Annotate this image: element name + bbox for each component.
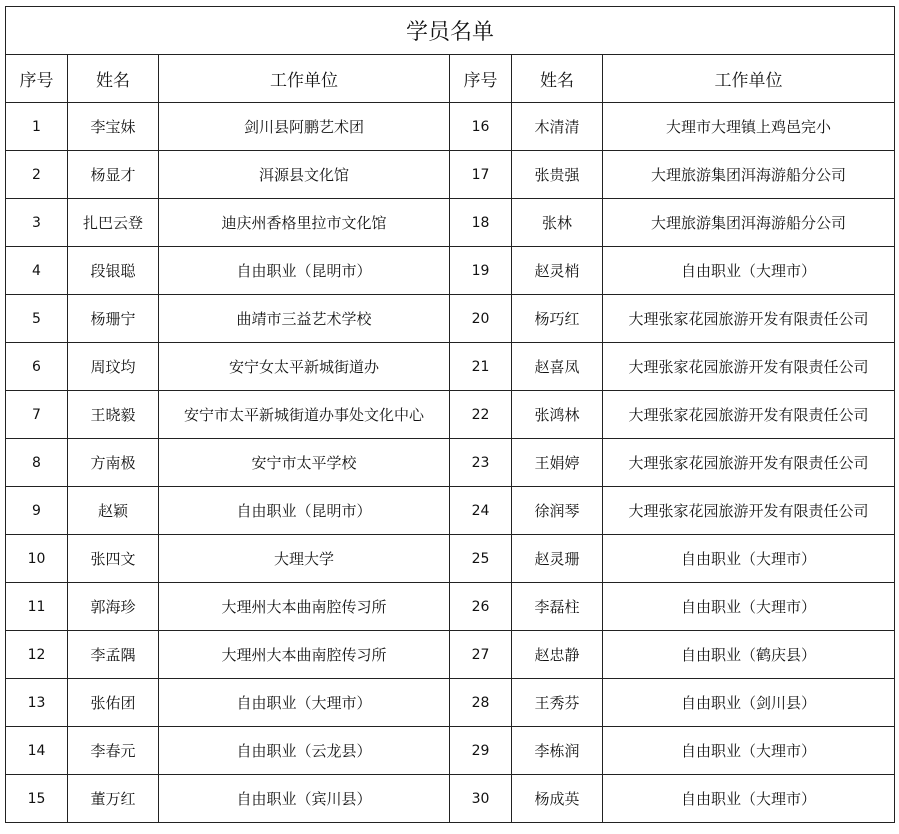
right-name-cell: 张林 [512, 199, 603, 247]
right-unit-cell: 大理张家花园旅游开发有限责任公司 [603, 487, 895, 535]
left-name-cell: 周玟均 [68, 343, 159, 391]
left-no-cell: 3 [6, 199, 68, 247]
left-name-cell: 李春元 [68, 727, 159, 775]
left-unit-cell: 曲靖市三益艺术学校 [159, 295, 450, 343]
right-name-cell: 赵灵珊 [512, 535, 603, 583]
title-row [6, 7, 895, 55]
right-unit-cell: 自由职业（大理市） [603, 727, 895, 775]
right-no-cell: 16 [450, 103, 512, 151]
left-no-cell: 10 [6, 535, 68, 583]
right-name-cell: 李栋润 [512, 727, 603, 775]
left-no-cell: 6 [6, 343, 68, 391]
right-name-cell: 赵灵梢 [512, 247, 603, 295]
right-name-cell: 木清清 [512, 103, 603, 151]
right-unit-cell: 大理张家花园旅游开发有限责任公司 [603, 439, 895, 487]
header-name-left: 姓名 [68, 55, 159, 103]
right-name-cell: 李磊柱 [512, 583, 603, 631]
right-unit-cell: 自由职业（大理市） [603, 583, 895, 631]
left-name-cell: 王晓毅 [68, 391, 159, 439]
table-row [6, 103, 895, 151]
left-name-cell: 赵颖 [68, 487, 159, 535]
header-unit-right: 工作单位 [603, 55, 895, 103]
right-no-cell: 17 [450, 151, 512, 199]
right-name-cell: 张鸿林 [512, 391, 603, 439]
right-no-cell: 30 [450, 775, 512, 823]
right-unit-cell: 自由职业（大理市） [603, 775, 895, 823]
left-no-cell: 13 [6, 679, 68, 727]
table-row [6, 343, 895, 391]
table-row [6, 199, 895, 247]
left-no-cell: 4 [6, 247, 68, 295]
left-no-cell: 9 [6, 487, 68, 535]
left-unit-cell: 安宁市太平学校 [159, 439, 450, 487]
left-no-cell: 12 [6, 631, 68, 679]
left-unit-cell: 自由职业（昆明市） [159, 487, 450, 535]
roster-body [6, 103, 895, 823]
right-unit-cell: 自由职业（鹤庆县） [603, 631, 895, 679]
left-unit-cell: 大理州大本曲南腔传习所 [159, 583, 450, 631]
left-no-cell: 15 [6, 775, 68, 823]
left-no-cell: 5 [6, 295, 68, 343]
table-row [6, 631, 895, 679]
left-unit-cell: 大理州大本曲南腔传习所 [159, 631, 450, 679]
left-unit-cell: 安宁市太平新城街道办事处文化中心 [159, 391, 450, 439]
right-name-cell: 王娟婷 [512, 439, 603, 487]
right-unit-cell: 大理市大理镇上鸡邑完小 [603, 103, 895, 151]
left-no-cell: 1 [6, 103, 68, 151]
left-name-cell: 段银聪 [68, 247, 159, 295]
left-name-cell: 董万红 [68, 775, 159, 823]
left-name-cell: 张四文 [68, 535, 159, 583]
table-row [6, 295, 895, 343]
left-name-cell: 张佑团 [68, 679, 159, 727]
header-no-right: 序号 [450, 55, 512, 103]
left-name-cell: 杨显才 [68, 151, 159, 199]
right-no-cell: 28 [450, 679, 512, 727]
right-unit-cell: 自由职业（剑川县） [603, 679, 895, 727]
right-no-cell: 26 [450, 583, 512, 631]
left-no-cell: 7 [6, 391, 68, 439]
right-no-cell: 19 [450, 247, 512, 295]
left-no-cell: 11 [6, 583, 68, 631]
left-unit-cell: 自由职业（云龙县） [159, 727, 450, 775]
table-row [6, 247, 895, 295]
right-no-cell: 20 [450, 295, 512, 343]
right-name-cell: 徐润琴 [512, 487, 603, 535]
right-no-cell: 22 [450, 391, 512, 439]
left-no-cell: 2 [6, 151, 68, 199]
table-row [6, 151, 895, 199]
left-name-cell: 郭海珍 [68, 583, 159, 631]
left-unit-cell: 大理大学 [159, 535, 450, 583]
right-name-cell: 赵喜凤 [512, 343, 603, 391]
header-no-left: 序号 [6, 55, 68, 103]
left-unit-cell: 自由职业（昆明市） [159, 247, 450, 295]
header-name-right: 姓名 [512, 55, 603, 103]
right-unit-cell: 大理张家花园旅游开发有限责任公司 [603, 295, 895, 343]
roster-table [5, 6, 895, 823]
left-unit-cell: 自由职业（大理市） [159, 679, 450, 727]
left-name-cell: 杨珊宁 [68, 295, 159, 343]
right-no-cell: 29 [450, 727, 512, 775]
table-row [6, 679, 895, 727]
right-name-cell: 杨巧红 [512, 295, 603, 343]
right-unit-cell: 大理旅游集团洱海游船分公司 [603, 151, 895, 199]
left-no-cell: 8 [6, 439, 68, 487]
right-name-cell: 王秀芬 [512, 679, 603, 727]
left-unit-cell: 自由职业（宾川县） [159, 775, 450, 823]
left-unit-cell: 迪庆州香格里拉市文化馆 [159, 199, 450, 247]
table-row [6, 775, 895, 823]
right-unit-cell: 自由职业（大理市） [603, 535, 895, 583]
right-unit-cell: 大理旅游集团洱海游船分公司 [603, 199, 895, 247]
right-no-cell: 25 [450, 535, 512, 583]
left-unit-cell: 洱源县文化馆 [159, 151, 450, 199]
table-row [6, 583, 895, 631]
header-row [6, 55, 895, 103]
right-no-cell: 23 [450, 439, 512, 487]
left-name-cell: 李宝妹 [68, 103, 159, 151]
right-no-cell: 24 [450, 487, 512, 535]
right-unit-cell: 自由职业（大理市） [603, 247, 895, 295]
left-name-cell: 李孟隅 [68, 631, 159, 679]
header-unit-left: 工作单位 [159, 55, 450, 103]
left-name-cell: 方南极 [68, 439, 159, 487]
left-name-cell: 扎巴云登 [68, 199, 159, 247]
right-no-cell: 27 [450, 631, 512, 679]
table-row [6, 439, 895, 487]
right-no-cell: 18 [450, 199, 512, 247]
table-row [6, 391, 895, 439]
table-row [6, 535, 895, 583]
right-name-cell: 张贵强 [512, 151, 603, 199]
right-unit-cell: 大理张家花园旅游开发有限责任公司 [603, 391, 895, 439]
table-row [6, 727, 895, 775]
left-no-cell: 14 [6, 727, 68, 775]
right-name-cell: 赵忠静 [512, 631, 603, 679]
table-title: 学员名单 [6, 7, 895, 55]
left-unit-cell: 安宁女太平新城街道办 [159, 343, 450, 391]
right-no-cell: 21 [450, 343, 512, 391]
left-unit-cell: 剑川县阿鹏艺术团 [159, 103, 450, 151]
right-name-cell: 杨成英 [512, 775, 603, 823]
table-row [6, 487, 895, 535]
right-unit-cell: 大理张家花园旅游开发有限责任公司 [603, 343, 895, 391]
